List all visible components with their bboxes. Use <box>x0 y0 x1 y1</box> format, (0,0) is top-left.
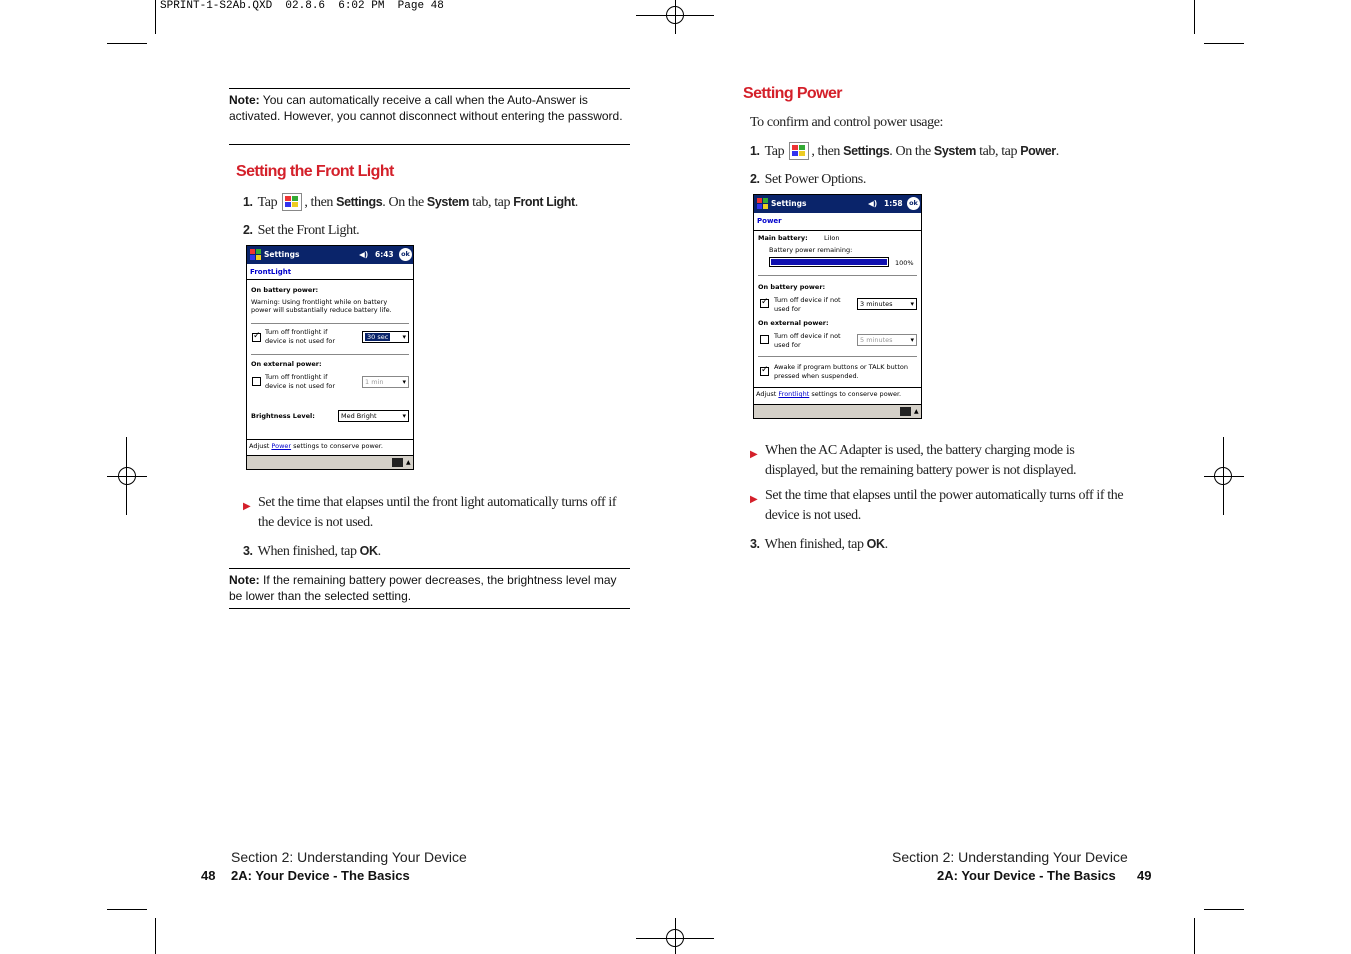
intro-power: To confirm and control power usage: <box>750 115 944 130</box>
battery-turnoff-checkbox[interactable] <box>760 299 769 308</box>
footer-section-right: Section 2: Understanding Your Device <box>892 849 1128 865</box>
step-text: . <box>884 537 888 552</box>
step-text: . <box>377 544 381 559</box>
tab-frontlight: FrontLight <box>250 268 292 276</box>
battery-turnoff-label-2: used for <box>774 305 801 313</box>
warning-line-1: Warning: Using frontlight while on battery <box>251 298 388 306</box>
adjust-prefix: Adjust <box>756 390 777 398</box>
brightness-label: Brightness Level: <box>251 412 315 420</box>
on-battery-header: On battery power: <box>758 283 826 291</box>
on-battery-header: On battery power: <box>251 286 319 294</box>
clock: 6:43 <box>375 250 394 259</box>
remaining-percent: 100% <box>895 259 914 267</box>
bullet-arrow-icon: ▶ <box>750 494 758 505</box>
ok-term: OK <box>359 544 378 558</box>
note-label: Note: <box>229 573 260 587</box>
frontlight-link[interactable]: Frontlight <box>778 390 810 398</box>
bullet-text: When the AC Adapter is used, the battery charging mode is displayed, but the remaining battery power is not displayed. <box>765 443 1077 478</box>
input-arrow-icon[interactable]: ▲ <box>914 408 919 415</box>
note-text: You can automatically receive a call when the Auto-Answer is activated. However, you cannot disconnect without entering the password. <box>229 93 623 123</box>
screen-title: Settings <box>771 199 807 208</box>
registration-mark-bottom <box>636 918 714 954</box>
bullet-text: Set the time that elapses until the power automatically turns off if the device is not used. <box>765 488 1124 523</box>
settings-term: Settings <box>336 195 383 209</box>
external-timeout-dropdown[interactable] <box>857 334 917 346</box>
power-settings-screen <box>753 194 922 419</box>
ok-term: OK <box>866 537 885 551</box>
step-number: 1. <box>750 144 760 158</box>
step-number: 3. <box>243 544 253 558</box>
step-text: , then <box>304 195 334 210</box>
crop-mark <box>107 43 147 44</box>
bullet-text: Set the time that elapses until the front light automatically turns off if the device is not used. <box>258 495 617 530</box>
bullet-power-time <box>750 486 1130 526</box>
external-turnoff-checkbox[interactable] <box>252 377 261 386</box>
step-text: Tap <box>257 195 278 210</box>
step-number: 1. <box>243 195 253 209</box>
battery-timeout-value: 30 sec <box>367 333 389 341</box>
divider <box>247 439 413 440</box>
step-number: 3. <box>750 537 760 551</box>
note-text: If the remaining battery power decreases, the brightness level may be lower than the selected setting. <box>229 573 617 603</box>
main-battery-value: LiIon <box>824 234 840 242</box>
divider <box>754 387 921 388</box>
divider <box>251 354 409 355</box>
print-slug: SPRINT-1-S2Ab.QXD 02.8.6 6:02 PM Page 48 <box>160 0 444 12</box>
adjust-suffix: settings to conserve power. <box>811 390 902 398</box>
bullet-arrow-icon: ▶ <box>750 449 758 460</box>
bullet-arrow-icon: ▶ <box>243 501 251 512</box>
step-number: 2. <box>750 172 760 186</box>
heading-setting-power: Setting Power <box>743 85 842 102</box>
divider <box>758 275 917 276</box>
awake-label-2: pressed when suspended. <box>774 372 859 380</box>
start-flag-icon[interactable] <box>756 197 769 210</box>
registration-mark-left <box>107 437 147 515</box>
crop-mark <box>1194 0 1195 34</box>
step-text: When finished, tap <box>257 544 357 559</box>
tab-power: Power <box>757 217 782 225</box>
battery-timeout-value: 3 minutes <box>860 300 893 308</box>
external-turnoff-checkbox[interactable] <box>760 335 769 344</box>
command-bar <box>754 404 921 418</box>
screen-title: Settings <box>264 250 300 259</box>
battery-turnoff-label-1: Turn off device if not <box>774 296 841 304</box>
note-label: Note: <box>229 93 260 107</box>
note-auto-answer <box>229 88 630 145</box>
step-text: . On the <box>889 144 931 159</box>
divider <box>754 230 921 231</box>
ok-button[interactable]: ok <box>399 248 412 261</box>
external-timeout-dropdown[interactable] <box>362 376 409 388</box>
adjust-frontlight-text <box>756 390 901 398</box>
footer-chapter-left: 2A: Your Device - The Basics <box>231 868 410 883</box>
awake-label-1: Awake if program buttons or TALK button <box>774 363 908 371</box>
page-number-left: 48 <box>201 868 216 883</box>
registration-mark-top <box>636 0 714 34</box>
warning-line-2: power will substantially reduce battery life. <box>251 306 392 314</box>
page-number-right: 49 <box>1137 868 1152 883</box>
adjust-power-text <box>249 442 383 450</box>
battery-progress-fill <box>771 259 887 265</box>
external-timeout-value: 5 minutes <box>860 336 893 344</box>
speaker-icon[interactable]: ◀) <box>359 250 369 259</box>
brightness-value: Med Bright <box>341 412 377 420</box>
battery-timeout-dropdown[interactable] <box>857 298 917 310</box>
battery-progress-bar <box>769 257 889 267</box>
note-brightness <box>229 568 630 609</box>
external-timeout-value: 1 min <box>365 378 384 386</box>
bullet-front-light-time <box>243 493 628 533</box>
step-number: 2. <box>243 223 253 237</box>
divider <box>758 356 917 357</box>
external-turnoff-label-1: Turn off frontlight if <box>265 373 328 381</box>
start-flag-icon[interactable] <box>249 248 262 261</box>
external-turnoff-label-2: used for <box>774 341 801 349</box>
step-text: , then <box>811 144 841 159</box>
heading-front-light: Setting the Front Light <box>236 163 394 180</box>
step-3-power <box>750 534 888 555</box>
power-term: Power <box>1020 144 1056 158</box>
ok-button[interactable]: ok <box>907 197 920 210</box>
frontlight-settings-screen <box>246 245 414 470</box>
command-bar <box>247 455 413 469</box>
step-text: . <box>574 195 578 210</box>
system-term: System <box>933 144 976 158</box>
step-text: . On the <box>382 195 424 210</box>
registration-mark-right <box>1204 437 1244 515</box>
adjust-prefix: Adjust <box>249 442 270 450</box>
keyboard-icon[interactable] <box>900 407 911 416</box>
front-light-term: Front Light <box>513 195 575 209</box>
title-bar <box>754 195 921 213</box>
step-text: Set Power Options. <box>764 172 866 187</box>
start-menu-icon <box>282 193 302 211</box>
step-2-front-light <box>243 220 359 241</box>
step-text: Set the Front Light. <box>257 223 360 238</box>
brightness-dropdown[interactable] <box>338 410 409 422</box>
on-external-header: On external power: <box>251 360 322 368</box>
battery-turnoff-label-2: device is not used for <box>265 337 336 345</box>
battery-turnoff-label-1: Turn off frontlight if <box>265 328 328 336</box>
remaining-label: Battery power remaining: <box>769 246 853 254</box>
title-bar <box>247 246 413 264</box>
bullet-ac-adapter <box>750 441 1130 481</box>
adjust-suffix: settings to conserve power. <box>293 442 383 450</box>
step-3-front-light <box>243 541 381 562</box>
step-text: Tap <box>764 144 785 159</box>
start-menu-icon <box>789 142 809 160</box>
step-text: tab, tap <box>472 195 511 210</box>
input-arrow-icon[interactable]: ▲ <box>406 459 411 466</box>
on-external-header: On external power: <box>758 319 829 327</box>
main-battery-label: Main battery: <box>758 234 808 242</box>
battery-timeout-dropdown[interactable] <box>362 331 409 343</box>
step-1-front-light <box>243 192 633 213</box>
external-turnoff-label-2: device is not used for <box>265 382 336 390</box>
crop-mark <box>1204 43 1244 44</box>
external-turnoff-label-1: Turn off device if not <box>774 332 841 340</box>
step-text: . <box>1055 144 1059 159</box>
divider <box>247 279 413 280</box>
crop-mark <box>1194 918 1195 954</box>
crop-mark <box>155 918 156 954</box>
crop-mark <box>107 909 147 910</box>
step-text: When finished, tap <box>764 537 864 552</box>
system-term: System <box>426 195 469 209</box>
crop-mark <box>155 0 156 34</box>
footer-chapter-right: 2A: Your Device - The Basics <box>937 868 1116 883</box>
keyboard-icon[interactable] <box>392 458 403 467</box>
clock: 1:58 <box>884 199 903 208</box>
divider <box>251 323 409 324</box>
step-1-power <box>750 141 1130 162</box>
awake-checkbox[interactable] <box>760 367 769 376</box>
step-text: tab, tap <box>979 144 1018 159</box>
settings-term: Settings <box>843 144 890 158</box>
step-2-power <box>750 169 866 190</box>
power-link[interactable]: Power <box>271 442 292 450</box>
battery-turnoff-checkbox[interactable] <box>252 333 261 342</box>
crop-mark <box>1204 909 1244 910</box>
footer-section-left: Section 2: Understanding Your Device <box>231 849 467 865</box>
speaker-icon[interactable]: ◀) <box>868 199 878 208</box>
